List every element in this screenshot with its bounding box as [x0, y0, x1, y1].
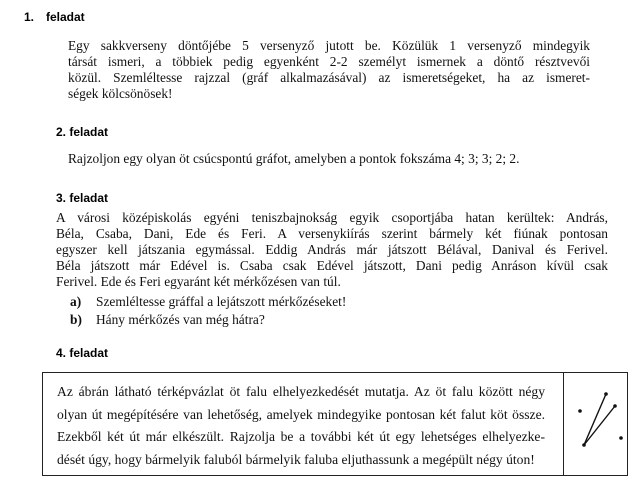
task1-line: közül. Szemléltesse rajzzal (gráf alkalmazásával) az ismeretségeket, ha az ismeret-: [68, 70, 590, 85]
task3-item-b: [70, 312, 265, 328]
task3-item-b-text: Hány mérkőzés van még hátra?: [96, 312, 265, 327]
task3-line: Béla játszott már Edével is. Csaba csak Edével játszott, Dani pedig Anráson kívül csak: [56, 258, 608, 273]
village-dot: [578, 409, 582, 413]
task3-line: Ferivel. Ede és Feri egyaránt két mérkőzésen van túl.: [56, 274, 341, 289]
task1-line: Egy sakkverseny döntőjébe 5 versenyző jutott be. Közülük 1 versenyző mindegyik: [68, 38, 590, 53]
task4-text: [57, 381, 545, 471]
village-dot: [582, 443, 586, 447]
task1-line: társát ismeri, a többiek pedig egyenként 2-2 személyt ismernek a döntő résztvevői: [68, 54, 590, 69]
task3-item-a-label: a): [70, 294, 82, 309]
task3-line: A városi középiskolás egyéni teniszbajnokság egyik csoportjába hatan kerültek: András,: [56, 210, 608, 225]
task1-number: 1.: [24, 10, 35, 24]
task4-line: dését úgy, hogy bármelyik faluból bármelyik faluba eljuthassunk a megépült négy úton!: [57, 451, 535, 467]
task1-heading: [24, 10, 85, 24]
task2-text: Rajzoljon egy olyan öt csúcspontú gráfot, amelyben a pontok fokszáma 4; 3; 3; 2; 2.: [68, 151, 520, 166]
task3-item-b-label: b): [70, 312, 82, 327]
village-map-figure: [564, 373, 628, 475]
task3-text: [56, 210, 608, 290]
village-dot: [619, 436, 623, 440]
village-dot: [613, 404, 617, 408]
task4-line: olyan út megépítésére van lehetőség, amelyek mindegyike pontosan két falut köt össze.: [57, 406, 545, 422]
task3-line: Béla, Csaba, Dani, Ede és Feri. A versenykiírás szerint bármely két fiúnak pontosan: [56, 226, 608, 241]
village-dot: [604, 392, 608, 396]
task3-line: egyszer kell játszania egymással. Eddig András már játszott Bélával, Danival és Ferivel.: [56, 242, 608, 257]
task3-item-a-text: Szemléltesse gráffal a lejátszott mérkőzéseket!: [96, 294, 347, 309]
task4-box: [42, 372, 628, 476]
task1-title: feladat: [46, 10, 85, 24]
built-road-2: [584, 406, 615, 445]
task3-heading: 3. feladat: [56, 191, 109, 205]
task1-line: ségek kölcsönösek!: [68, 86, 173, 101]
task3-item-a: [70, 294, 346, 310]
built-road-1: [584, 394, 606, 445]
task1-text: [68, 38, 590, 102]
task4-line: Ezekből két út már elkészült. Rajzolja be a további két út egy lehetséges elhelyezke-: [57, 429, 545, 444]
task2-heading: 2. feladat: [56, 125, 109, 139]
task4-line: Az ábrán látható térképvázlat öt falu elhelyezkedését mutatja. Az öt falu között négy: [57, 384, 545, 399]
task4-heading: 4. feladat: [56, 346, 109, 360]
